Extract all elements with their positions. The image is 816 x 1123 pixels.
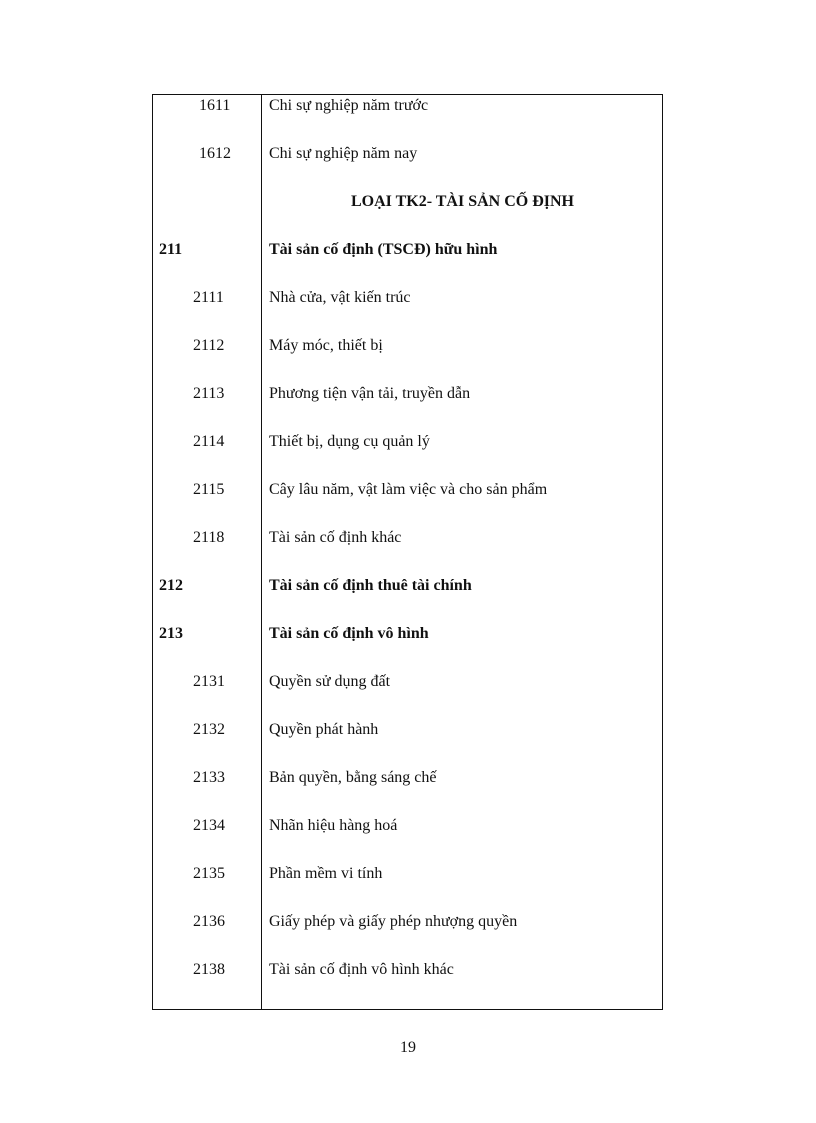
table-row (153, 143, 662, 191)
account-code: 2112 (193, 337, 225, 354)
account-code: 1612 (199, 145, 231, 162)
table-row (153, 335, 662, 383)
table-row (153, 431, 662, 479)
account-name: Tài sản cố định khác (269, 529, 402, 546)
table-row (153, 623, 662, 671)
account-name: Phần mềm vi tính (269, 865, 383, 882)
account-name: Máy móc, thiết bị (269, 337, 383, 354)
page-number: 19 (400, 1039, 416, 1056)
account-name: Cây lâu năm, vật làm việc và cho sản phẩm (269, 481, 548, 498)
account-code: 213 (159, 625, 183, 642)
account-code: 2138 (193, 961, 225, 978)
table-row (153, 95, 662, 143)
account-code: 212 (159, 577, 183, 594)
account-name: Chi sự nghiệp năm nay (269, 145, 418, 162)
account-code: 2115 (193, 481, 225, 498)
account-code: 2131 (193, 673, 225, 690)
account-name: Tài sản cố định (TSCĐ) hữu hình (269, 241, 498, 258)
account-code: 2132 (193, 721, 225, 738)
table-row (153, 959, 662, 1007)
table-row (153, 767, 662, 815)
table-row (153, 911, 662, 959)
account-code: 2113 (193, 385, 225, 402)
table-row (153, 287, 662, 335)
account-code: 2118 (193, 529, 225, 546)
account-name: Phương tiện vận tải, truyền dẫn (269, 385, 471, 402)
account-name: Nhãn hiệu hàng hoá (269, 817, 398, 834)
section-heading: LOẠI TK2- TÀI SẢN CỐ ĐỊNH (350, 193, 574, 210)
account-name: Giấy phép và giấy phép nhượng quyền (269, 913, 518, 930)
account-code: 1611 (199, 97, 231, 114)
table-row (153, 479, 662, 527)
account-code: 211 (159, 241, 183, 258)
table-row (153, 719, 662, 767)
account-name: Nhà cửa, vật kiến trúc (269, 289, 411, 306)
account-name: Quyền phát hành (269, 721, 379, 738)
account-name: Bản quyền, bằng sáng chế (269, 769, 437, 786)
account-code: 2135 (193, 865, 225, 882)
account-name: Tài sản cố định vô hình (269, 625, 429, 642)
account-name: Chi sự nghiệp năm trước (269, 97, 429, 114)
table-row (153, 239, 662, 287)
table-row (153, 527, 662, 575)
table-row (153, 383, 662, 431)
account-table (152, 94, 663, 1010)
account-code: 2133 (193, 769, 225, 786)
account-name: Quyền sử dụng đất (269, 673, 391, 690)
table-row (153, 863, 662, 911)
table-row (153, 815, 662, 863)
account-code: 2111 (193, 289, 224, 306)
account-name: Tài sản cố định thuê tài chính (269, 577, 472, 594)
table-row (153, 575, 662, 623)
account-name: Tài sản cố định vô hình khác (269, 961, 454, 978)
account-code: 2136 (193, 913, 225, 930)
account-name: Thiết bị, dụng cụ quản lý (269, 433, 430, 450)
section-row (153, 191, 662, 239)
account-code: 2134 (193, 817, 225, 834)
account-code: 2114 (193, 433, 225, 450)
table-row (153, 671, 662, 719)
